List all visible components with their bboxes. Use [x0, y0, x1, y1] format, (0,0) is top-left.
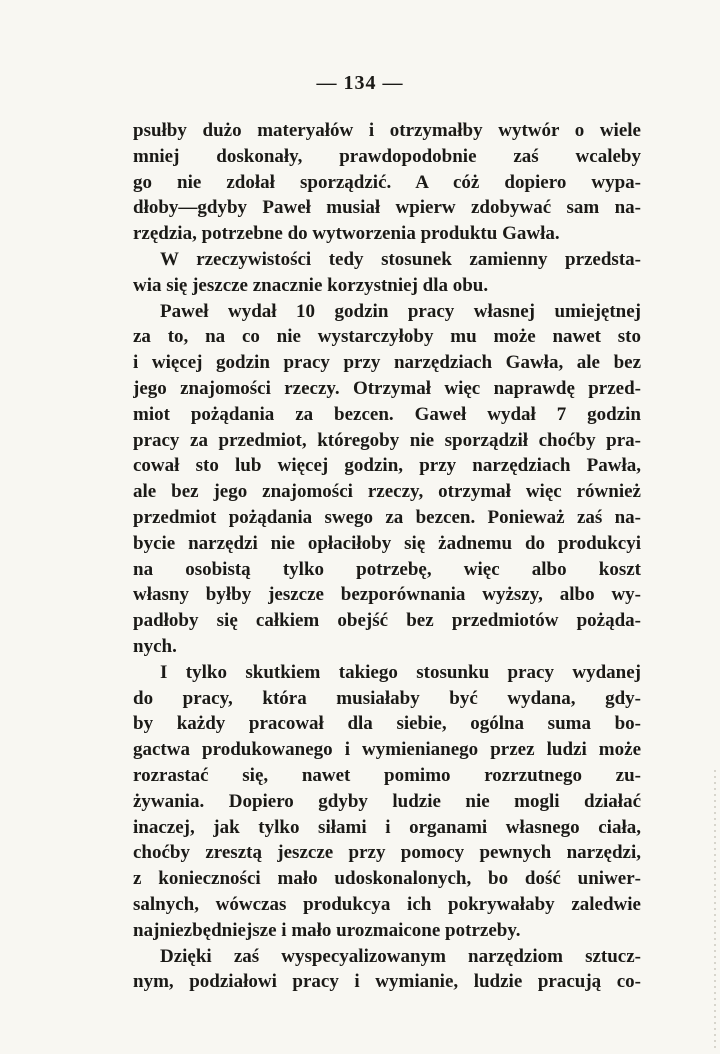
text-line: dłoby—gdyby Paweł musiał wpierw zdobywać sam na‑	[133, 197, 641, 219]
page-edge-mark	[714, 770, 716, 1050]
text-line: salnych, wówczas produkcya ich pokrywałaby zaledwie	[133, 893, 641, 915]
text-line: W rzeczywistości tedy stosunek zamienny przedsta‑	[160, 248, 641, 270]
text-line: rzędzia, potrzebne do wytworzenia produktu Gawła.	[133, 223, 560, 245]
text-line: ale bez jego znajomości rzeczy, otrzymał więc również	[133, 481, 641, 503]
body-text	[133, 118, 641, 995]
text-line: Dzięki zaś wyspecyalizowanym narzędziom sztucz‑	[160, 945, 641, 967]
text-line: z konieczności mało udoskonalonych, bo dość uniwer‑	[133, 868, 641, 890]
text-line: bycie narzędzi nie opłaciłoby się żadnemu do produkcyi	[133, 532, 641, 554]
text-line: by każdy pracował dla siebie, ogólna suma bo‑	[133, 713, 641, 735]
text-line: wia się jeszcze znacznie korzystniej dla obu.	[133, 274, 489, 296]
text-line: najniezbędniejsze i mało urozmaicone potrzeby.	[133, 919, 521, 941]
text-line: miot pożądania za bezcen. Gaweł wydał 7 godzin	[133, 403, 641, 425]
text-line: przedmiot pożądania swego za bezcen. Ponieważ zaś na‑	[133, 506, 641, 528]
text-line: padłoby się całkiem obejść bez przedmiotów pożąda‑	[133, 610, 641, 632]
text-line: do pracy, która musiałaby być wydana, gdy‑	[133, 687, 641, 709]
text-line: nym, podziałowi pracy i wymianie, ludzie pracują co‑	[133, 971, 641, 993]
text-line: za to, na co nie wystarczyłoby mu może nawet sto	[133, 326, 641, 348]
text-line: na osobistą tylko potrzebę, więc albo koszt	[133, 558, 641, 580]
text-line: pracy za przedmiot, któregoby nie sporządził choćby pra‑	[133, 429, 641, 451]
text-line: i więcej godzin pracy przy narzędziach Gawła, ale bez	[133, 352, 641, 374]
page-number: — 134 —	[316, 72, 404, 94]
text-line: żywania. Dopiero gdyby ludzie nie mogli działać	[133, 790, 641, 812]
text-line: mniej doskonały, prawdopodobnie zaś wcaleby	[133, 145, 641, 167]
text-line: psułby dużo materyałów i otrzymałby wytwór o wiele	[133, 120, 641, 141]
text-line: choćby zresztą jeszcze przy pomocy pewnych narzędzi,	[133, 842, 641, 864]
text-line: go nie zdołał sporządzić. A cóż dopiero wypa‑	[133, 171, 641, 193]
text-line: jego znajomości rzeczy. Otrzymał więc naprawdę przed‑	[133, 377, 641, 399]
text-line: inaczej, jak tylko siłami i organami własnego ciała,	[133, 816, 641, 838]
text-line: rozrastać się, nawet pomimo rozrzutnego zu‑	[133, 764, 641, 786]
text-line: nych.	[133, 635, 177, 657]
text-line: gactwa produkowanego i wymienianego przez ludzi może	[133, 739, 641, 761]
text-line: własny byłby jeszcze bezporównania wyższy, albo wy‑	[133, 584, 641, 606]
text-line: I tylko skutkiem takiego stosunku pracy wydanej	[160, 661, 641, 683]
text-line: cował sto lub więcej godzin, przy narzędziach Pawła,	[133, 455, 641, 477]
text-line: Paweł wydał 10 godzin pracy własnej umiejętnej	[160, 300, 641, 322]
